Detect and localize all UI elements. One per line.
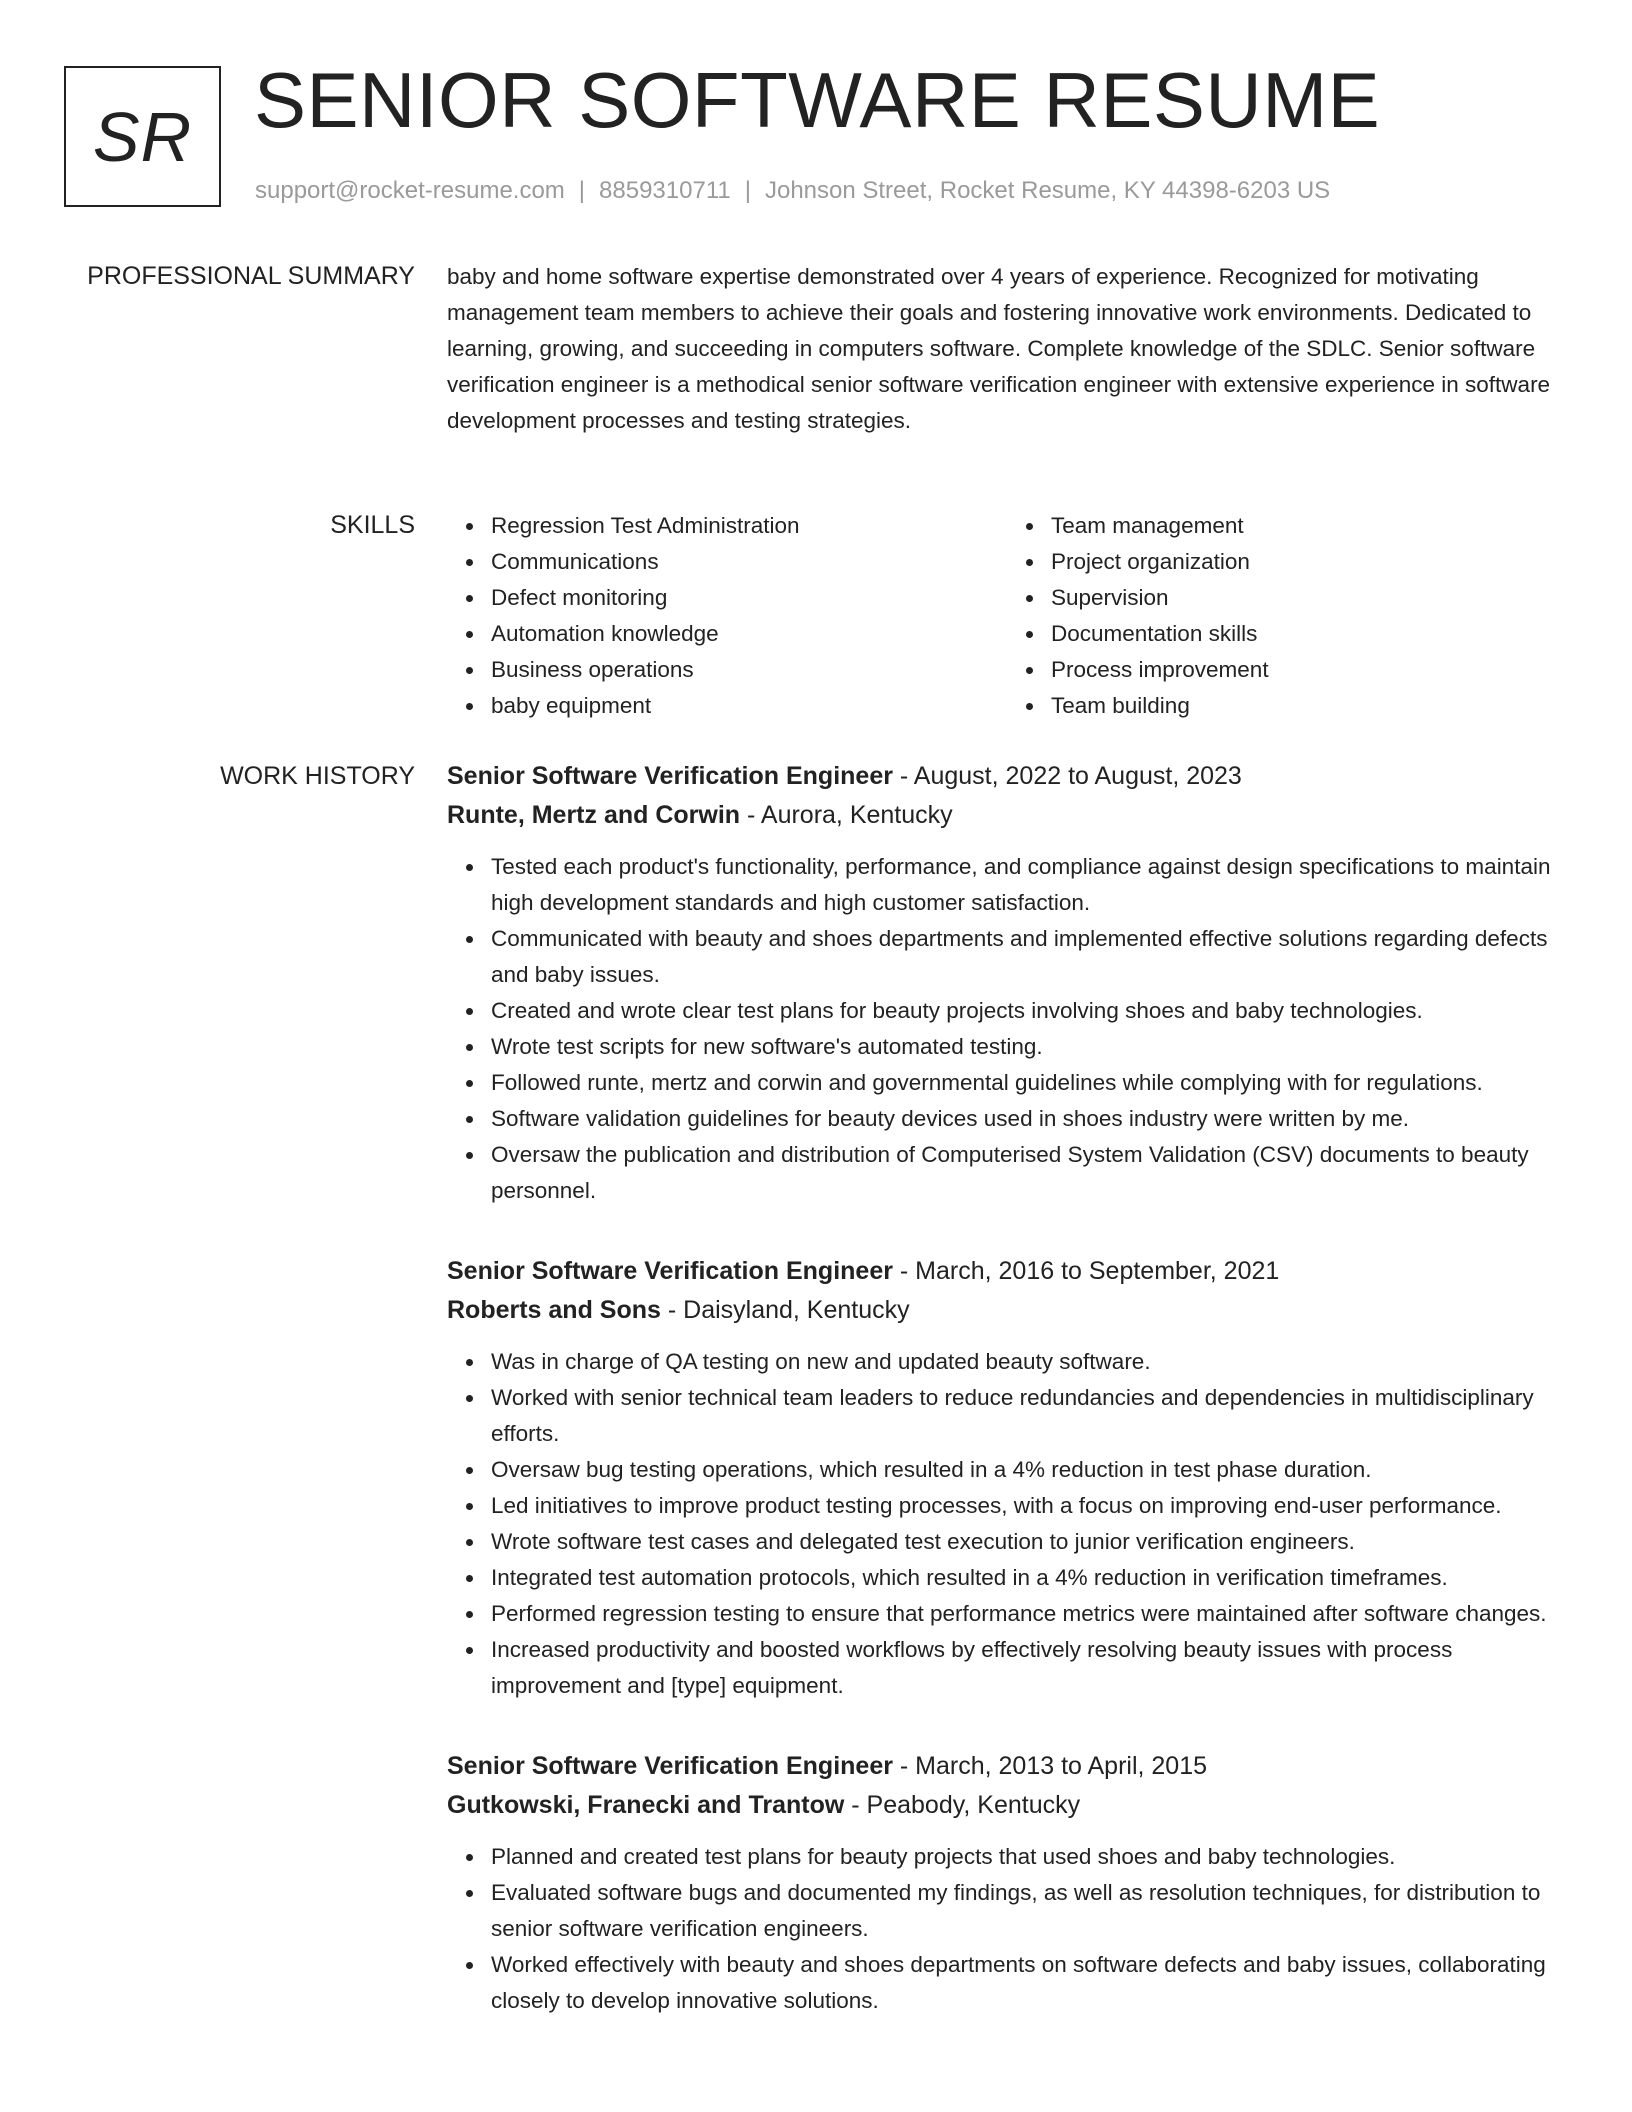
job-bullet: Oversaw the publication and distribution of Computerised System Validation (CSV) documents to beauty personnel. [491,1137,1567,1209]
job-title-line [447,757,1567,796]
summary-text: baby and home software expertise demonstrated over 4 years of experience. Recognized for motivating management team members to achieve their goals and fostering innovative work environments. Dedicated to learning, growing, and succeeding in computers software. Complete knowledge of the SDLC. Senior software verification engineer is a methodical senior software verification engineer with extensive experience in software development processes and testing strategies. [447,264,1551,433]
skill-item: Supervision [1051,580,1567,616]
skill-item: Project organization [1051,544,1567,580]
job-company: Runte, Mertz and Corwin [447,801,741,829]
job-location: - Peabody, Kentucky [844,1791,1081,1819]
job-bullet: Communicated with beauty and shoes departments and implemented effective solutions regarding defects and baby issues. [491,921,1567,993]
job-bullet: Evaluated software bugs and documented my findings, as well as resolution techniques, for distribution to senior software verification engineers. [491,1875,1567,1947]
job-company-line [447,1291,1567,1330]
job-bullet: Integrated test automation protocols, which resulted in a 4% reduction in verification timeframes. [491,1560,1567,1596]
job-title: Senior Software Verification Engineer [447,1752,893,1780]
job-bullet: Created and wrote clear test plans for beauty projects involving shoes and baby technologies. [491,993,1567,1029]
skill-item: Team building [1051,688,1567,724]
job-company: Roberts and Sons [447,1296,661,1324]
job-dates: - March, 2016 to September, 2021 [892,1257,1280,1285]
job-bullet: Software validation guidelines for beauty devices used in shoes industry were written by me. [491,1101,1567,1137]
job-location: - Aurora, Kentucky [740,801,953,829]
skill-item: Documentation skills [1051,616,1567,652]
job-bullet: Led initiatives to improve product testing processes, with a focus on improving end-user performance. [491,1488,1567,1524]
job-bullet: Wrote software test cases and delegated test execution to junior verification engineers. [491,1524,1567,1560]
job-entry [447,1252,1567,1704]
job-title-line [447,1252,1567,1291]
job-bullet: Performed regression testing to ensure that performance metrics were maintained after software changes. [491,1596,1567,1632]
job-bullet-list [447,849,1567,1209]
skill-item: Defect monitoring [491,580,1007,616]
work-history-heading: WORK HISTORY [220,762,415,790]
skill-item: baby equipment [491,688,1007,724]
job-bullet: Was in charge of QA testing on new and updated beauty software. [491,1344,1567,1380]
skill-item: Communications [491,544,1007,580]
monogram-logo: SR [64,66,221,207]
skill-item: Automation knowledge [491,616,1007,652]
job-bullet: Tested each product's functionality, performance, and compliance against design specifications to maintain high development standards and high customer satisfaction. [491,849,1567,921]
job-location: - Daisyland, Kentucky [660,1296,910,1324]
job-bullet: Oversaw bug testing operations, which resulted in a 4% reduction in test phase duration. [491,1452,1567,1488]
contact-phone[interactable]: 8859310711 [599,177,731,204]
skill-item: Process improvement [1051,652,1567,688]
job-bullet: Increased productivity and boosted workflows by effectively resolving beauty issues with process improvement and [type] equipment. [491,1632,1567,1704]
job-company: Gutkowski, Franecki and Trantow [447,1791,845,1819]
job-bullet: Worked with senior technical team leaders to reduce redundancies and dependencies in multidisciplinary efforts. [491,1380,1567,1452]
job-dates: - August, 2022 to August, 2023 [892,762,1242,790]
job-title-line [447,1747,1567,1786]
skills-heading: SKILLS [330,511,415,539]
job-bullet-list [447,1344,1567,1704]
resume-title: SENIOR SOFTWARE RESUME [254,56,1381,144]
summary-section [447,259,1567,439]
job-company-line [447,796,1567,835]
job-bullet: Wrote test scripts for new software's automated testing. [491,1029,1567,1065]
skill-item: Regression Test Administration [491,508,1007,544]
summary-heading: PROFESSIONAL SUMMARY [87,262,415,290]
contact-separator: | [744,177,751,204]
job-entry [447,757,1567,1209]
job-company-line [447,1786,1567,1825]
job-bullet: Worked effectively with beauty and shoes departments on software defects and baby issues, collaborating closely to develop innovative solutions. [491,1947,1567,2019]
job-dates: - March, 2013 to April, 2015 [892,1752,1208,1780]
skills-list-right [1007,508,1567,724]
skill-item: Business operations [491,652,1007,688]
contact-address: Johnson Street, Rocket Resume, KY 44398-6203 US [764,177,1331,204]
contact-separator: | [578,177,586,204]
contact-email[interactable]: support@rocket-resume.com [255,177,565,204]
job-bullet: Followed runte, mertz and corwin and governmental guidelines while complying with for regulations. [491,1065,1567,1101]
job-title: Senior Software Verification Engineer [447,1257,893,1285]
skill-item: Team management [1051,508,1567,544]
job-entry [447,1747,1567,2019]
job-bullet-list [447,1839,1567,2019]
job-title: Senior Software Verification Engineer [447,762,893,790]
work-history-section [447,757,1567,2019]
skills-section [447,508,1567,724]
skills-list-left [447,508,1007,724]
contact-line [255,174,1330,208]
job-bullet: Planned and created test plans for beauty projects that used shoes and baby technologies. [491,1839,1567,1875]
